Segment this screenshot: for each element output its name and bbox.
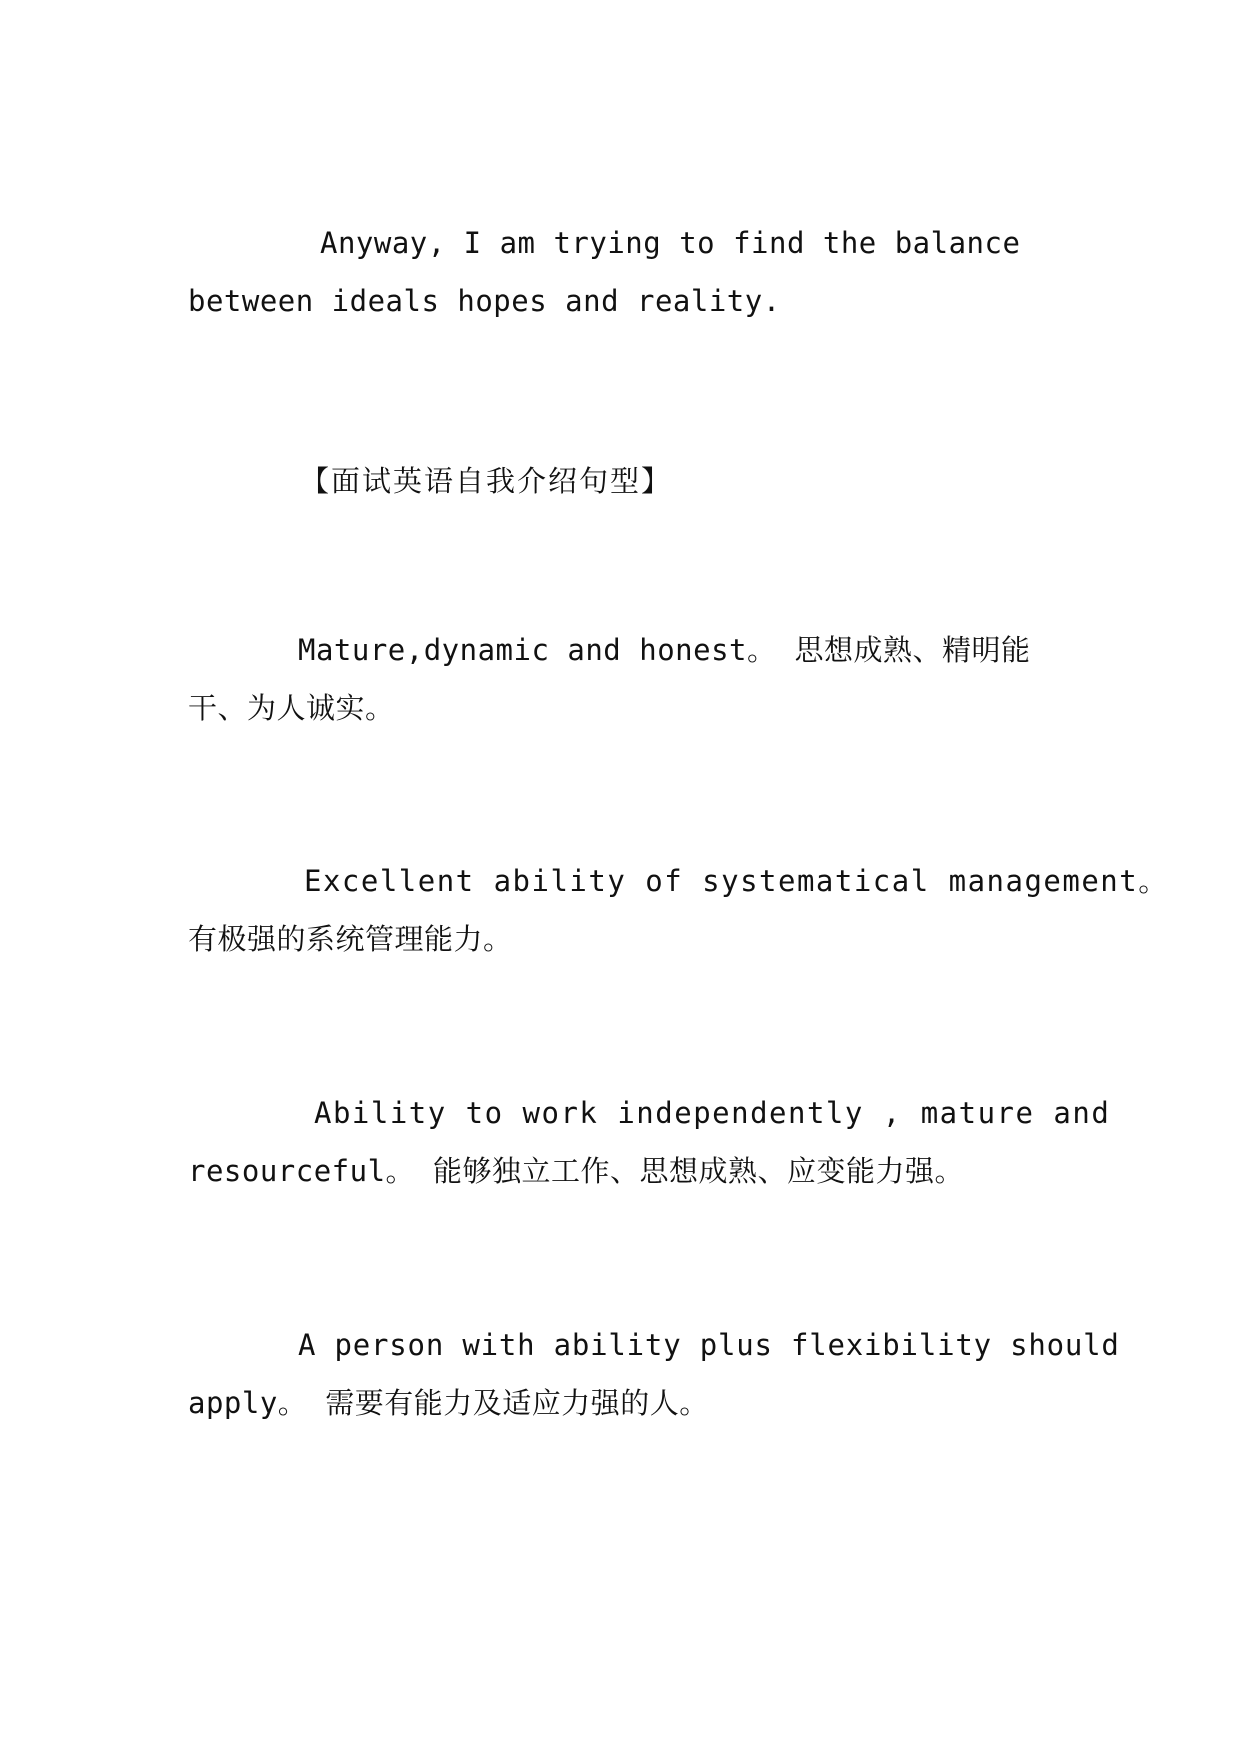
paragraph-flexibility [188, 1316, 1120, 1432]
paragraph-line: resourceful。 能够独立工作、思想成熟、应变能力强。 [188, 1154, 965, 1188]
paragraph-line: 有极强的系统管理能力。 [188, 922, 513, 956]
paragraph-mature [188, 621, 1058, 737]
section-heading: 【面试英语自我介绍句型】 [300, 464, 673, 498]
paragraph-independent [188, 1084, 1111, 1200]
paragraph-line: Anyway, I am trying to find the balance [320, 226, 1021, 260]
paragraph-line: apply。 需要有能力及适应力强的人。 [188, 1386, 709, 1420]
paragraph-management [188, 852, 1169, 968]
paragraph-line: Mature,dynamic and honest。 思想成熟、精明能 [298, 633, 1031, 667]
paragraph-line: 干、为人诚实。 [188, 691, 395, 725]
paragraph-balance [188, 214, 1058, 330]
paragraph-line: between ideals hopes and reality. [188, 284, 781, 318]
paragraph-line: Excellent ability of systematical management。 [304, 864, 1169, 898]
paragraph-line: A person with ability plus flexibility should [298, 1328, 1120, 1362]
paragraph-line: Ability to work independently , mature and [314, 1096, 1111, 1130]
